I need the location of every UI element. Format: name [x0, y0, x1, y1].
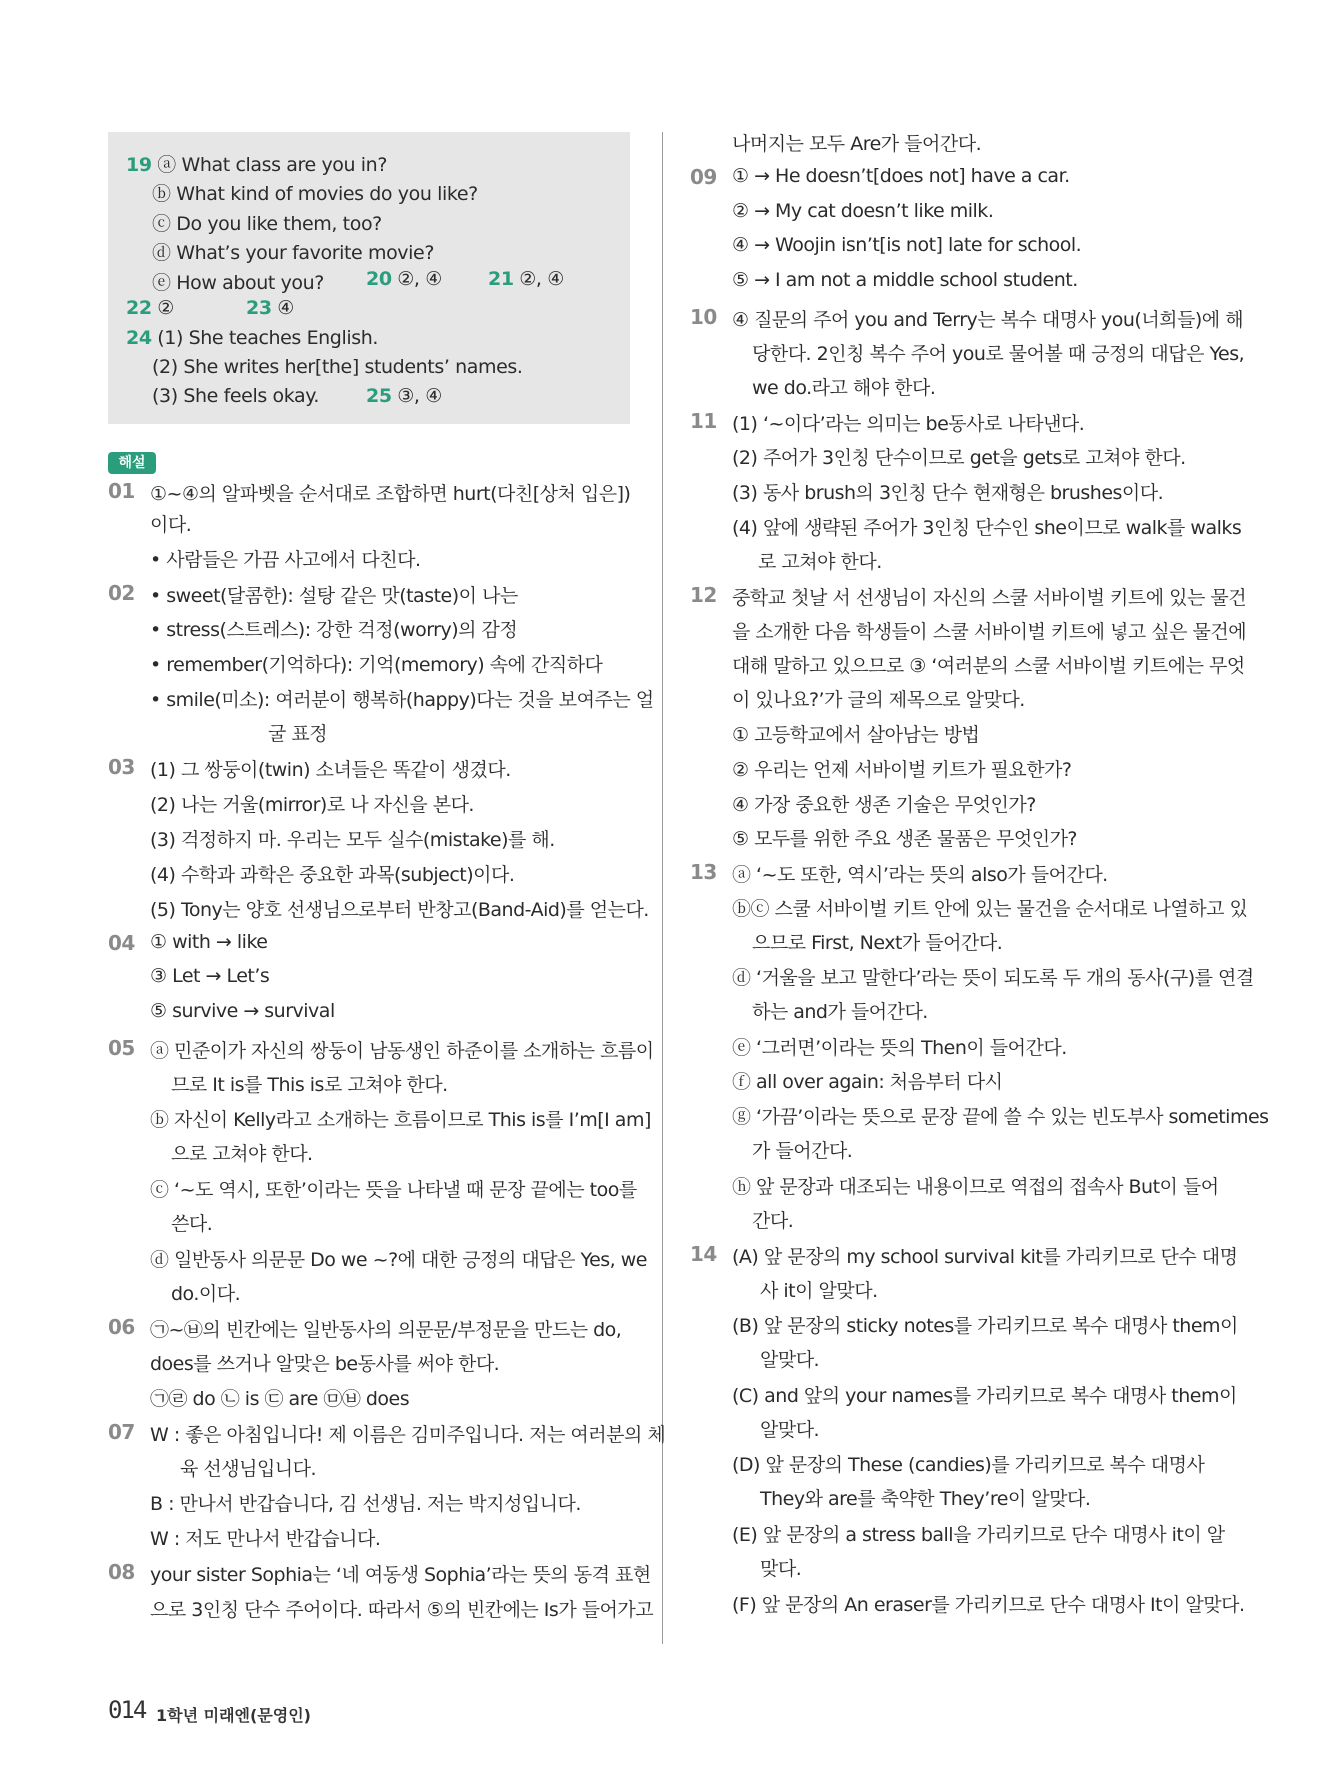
explanation-line: ⓖ ‘가끔’이라는 뜻으로 문장 끝에 쓸 수 있는 빈도부사 sometimes	[732, 1106, 1269, 1128]
question-number: 14	[690, 1242, 717, 1266]
explanation-line: ⑤ 모두를 위한 주요 생존 물품은 무엇인가?	[732, 828, 1078, 850]
question-number: 02	[108, 581, 135, 605]
page-number: 014	[108, 1696, 146, 1724]
answer-24b: (2) She writes her[the] students’ names.	[152, 356, 523, 378]
explanation-line: 간다.	[752, 1210, 794, 1232]
explanation-line: 육 선생님입니다.	[180, 1458, 317, 1480]
question-number: 04	[108, 931, 135, 955]
question-number: 09	[690, 165, 717, 189]
explanation-line: (D) 앞 문장의 These (candies)를 가리키므로 복수 대명사	[732, 1454, 1205, 1476]
explanation-line: ④ 질문의 주어 you and Terry는 복수 대명사 you(너희들)에 해	[732, 309, 1244, 331]
question-number: 10	[690, 305, 717, 329]
question-number: 11	[690, 409, 717, 433]
explanation-line: (4) 앞에 생략된 주어가 3인칭 단수인 she이므로 walk를 walks	[732, 517, 1242, 539]
explanation-line: (3) 걱정하지 마. 우리는 모두 실수(mistake)를 해.	[150, 829, 555, 851]
answer-19e: ⓔ How about you?	[152, 272, 324, 294]
explanation-line: ⑤ survive → survival	[150, 1000, 335, 1022]
explanation-line: 로 고쳐야 한다.	[758, 551, 882, 573]
explanation-line: 나머지는 모두 Are가 들어간다.	[732, 133, 982, 155]
explanation-line: • remember(기억하다): 기억(memory) 속에 간직하다	[150, 654, 603, 676]
explanation-line: ⓗ 앞 문장과 대조되는 내용이므로 역접의 접속사 But이 들어	[732, 1176, 1219, 1198]
explanation-line: B : 만나서 반갑습니다, 김 선생님. 저는 박지성입니다.	[150, 1493, 581, 1515]
explanation-line: ② 우리는 언제 서바이벌 키트가 필요한가?	[732, 759, 1072, 781]
question-number: 13	[690, 860, 717, 884]
answer-19d: ⓓ What’s your favorite movie?	[152, 242, 435, 264]
answer-22: 22 ②	[126, 297, 174, 319]
explanation-line: (E) 앞 문장의 a stress ball을 가리키므로 단수 대명사 it이 알	[732, 1524, 1225, 1546]
explanation-line: 중학교 첫날 서 선생님이 자신의 스쿨 서바이벌 키트에 있는 물건	[732, 587, 1247, 609]
explanation-line: (A) 앞 문장의 my school survival kit를 가리키므로 단수 대명	[732, 1246, 1238, 1268]
answer-24c: (3) She feels okay.	[152, 385, 319, 407]
explanation-line: ② → My cat doesn’t like milk.	[732, 200, 994, 222]
explanation-line: ① 고등학교에서 살아남는 방법	[732, 724, 980, 746]
explanation-line: (1) 그 쌍둥이(twin) 소녀들은 똑같이 생겼다.	[150, 759, 511, 781]
explanation-line: 이다.	[150, 514, 192, 536]
explanation-line: (2) 주어가 3인칭 단수이므로 get을 gets로 고쳐야 한다.	[732, 447, 1186, 469]
explanation-line: They와 are를 축약한 They’re이 알맞다.	[760, 1488, 1091, 1510]
question-number: 03	[108, 755, 135, 779]
explanation-line: • sweet(달콤한): 설탕 같은 맛(taste)이 나는	[150, 585, 518, 607]
question-number: 05	[108, 1036, 135, 1060]
question-number: 07	[108, 1420, 135, 1444]
explanation-line: 알맞다.	[760, 1419, 820, 1441]
explanation-line: ⓓ 일반동사 의문문 Do we ~?에 대한 긍정의 대답은 Yes, we	[150, 1249, 647, 1271]
answer-20: 20 ②, ④	[366, 268, 442, 290]
explanation-line: ⓑⓒ 스쿨 서바이벌 키트 안에 있는 물건을 순서대로 나열하고 있	[732, 898, 1248, 920]
explanation-line: ③ Let → Let’s	[150, 965, 270, 987]
explanation-line: W : 저도 만나서 반갑습니다.	[150, 1528, 381, 1550]
explanation-line: 으므로 First, Next가 들어간다.	[752, 932, 1003, 954]
explanation-line: (4) 수학과 과학은 중요한 과목(subject)이다.	[150, 864, 515, 886]
explanation-line: do.이다.	[171, 1283, 241, 1305]
explanation-line: ⓔ ‘그러면’이라는 뜻의 Then이 들어간다.	[732, 1037, 1067, 1059]
explanation-line: 가 들어간다.	[752, 1140, 853, 1162]
explanation-line: (F) 앞 문장의 An eraser를 가리키므로 단수 대명사 It이 알맞다.	[732, 1594, 1245, 1616]
explanation-line: 당한다. 2인칭 복수 주어 you로 물어볼 때 긍정의 대답은 Yes,	[752, 343, 1245, 365]
explanation-line: ⓒ ‘~도 역시, 또한’이라는 뜻을 나타낼 때 문장 끝에는 too를	[150, 1179, 637, 1201]
explanation-line: ⓐ ‘~도 또한, 역시’라는 뜻의 also가 들어간다.	[732, 864, 1108, 886]
answer-21: 21 ②, ④	[488, 268, 564, 290]
explanation-line: ①~④의 알파벳을 순서대로 조합하면 hurt(다친[상처 입은])	[150, 483, 631, 505]
explanation-line: we do.라고 해야 한다.	[752, 377, 936, 399]
explanation-line: (1) ‘~이다’라는 의미는 be동사로 나타낸다.	[732, 413, 1085, 435]
explanation-line: ㉠~㉥의 빈칸에는 일반동사의 의문문/부정문을 만드는 do,	[150, 1319, 622, 1341]
explanation-badge: 해설	[108, 452, 156, 474]
footer-title: 1학년 미래엔(문영인)	[156, 1706, 311, 1725]
explanation-line: ① with → like	[150, 931, 268, 953]
explanation-line: W : 좋은 아침입니다! 제 이름은 김미주입니다. 저는 여러분의 체	[150, 1424, 666, 1446]
explanation-line: • 사람들은 가끔 사고에서 다친다.	[150, 549, 421, 571]
answer-19: 19 ⓐ What class are you in?	[126, 154, 388, 176]
answer-19b: ⓑ What kind of movies do you like?	[152, 183, 478, 205]
explanation-line: (B) 앞 문장의 sticky notes를 가리키므로 복수 대명사 them이	[732, 1315, 1238, 1337]
explanation-line: (2) 나는 거울(mirror)로 나 자신을 본다.	[150, 794, 474, 816]
explanation-line: (C) and 앞의 your names를 가리키므로 복수 대명사 them이	[732, 1385, 1237, 1407]
explanation-line: 굴 표정	[268, 723, 328, 745]
answer-23: 23 ④	[246, 297, 294, 319]
explanation-line: 하는 and가 들어간다.	[752, 1001, 928, 1023]
explanation-line: • smile(미소): 여러분이 행복하(happy)다는 것을 보여주는 얼	[150, 689, 654, 711]
explanation-line: 으로 고쳐야 한다.	[171, 1143, 313, 1165]
explanation-line: 쓴다.	[171, 1213, 213, 1235]
column-divider	[662, 132, 663, 1644]
answer-19c: ⓒ Do you like them, too?	[152, 213, 382, 235]
explanation-line: ⓕ all over again: 처음부터 다시	[732, 1071, 1003, 1093]
question-number: 08	[108, 1560, 135, 1584]
question-number: 06	[108, 1315, 135, 1339]
explanation-line: 대해 말하고 있으므로 ③ ‘여러분의 스쿨 서바이벌 키트에는 무엇	[732, 655, 1245, 677]
explanation-line: ① → He doesn’t[does not] have a car.	[732, 165, 1070, 187]
explanation-line: ⑤ → I am not a middle school student.	[732, 269, 1078, 291]
explanation-line: ④ → Woojin isn’t[is not] late for school.	[732, 234, 1082, 256]
explanation-line: • stress(스트레스): 강한 걱정(worry)의 감정	[150, 619, 518, 641]
explanation-line: (3) 동사 brush의 3인칭 단수 현재형은 brushes이다.	[732, 482, 1164, 504]
explanation-line: 맞다.	[760, 1558, 802, 1580]
explanation-line: ⓓ ‘거울을 보고 말한다’라는 뜻이 되도록 두 개의 동사(구)를 연결	[732, 967, 1254, 989]
answer-25: 25 ③, ④	[366, 385, 442, 407]
explanation-line: ⓑ 자신이 Kelly라고 소개하는 흐름이므로 This is를 I’m[I am]	[150, 1109, 651, 1131]
explanation-line: 으로 3인칭 단수 주어이다. 따라서 ⑤의 빈칸에는 Is가 들어가고	[150, 1599, 654, 1621]
explanation-line: 알맞다.	[760, 1349, 820, 1371]
explanation-line: 사 it이 알맞다.	[760, 1280, 878, 1302]
question-number: 12	[690, 583, 717, 607]
explanation-line: your sister Sophia는 ‘네 여동생 Sophia’라는 뜻의 동격 표현	[150, 1564, 651, 1586]
explanation-line: 이 있나요?’가 글의 제목으로 알맞다.	[732, 689, 1025, 711]
question-number: 01	[108, 479, 135, 503]
explanation-line: ㉠㉣ do ㉡ is ㉢ are ㉤㉥ does	[150, 1388, 410, 1410]
answer-24: 24 (1) She teaches English.	[126, 327, 379, 349]
explanation-line: ⓐ 민준이가 자신의 쌍둥이 남동생인 하준이를 소개하는 흐름이	[150, 1040, 654, 1062]
explanation-line: 을 소개한 다음 학생들이 스쿨 서바이벌 키트에 넣고 싶은 물건에	[732, 621, 1247, 643]
explanation-line: ④ 가장 중요한 생존 기술은 무엇인가?	[732, 794, 1036, 816]
explanation-line: does를 쓰거나 알맞은 be동사를 써야 한다.	[150, 1353, 500, 1375]
explanation-line: 므로 It is를 This is로 고쳐야 한다.	[171, 1074, 448, 1096]
explanation-line: (5) Tony는 양호 선생님으로부터 반창고(Band-Aid)를 얻는다.	[150, 899, 649, 921]
